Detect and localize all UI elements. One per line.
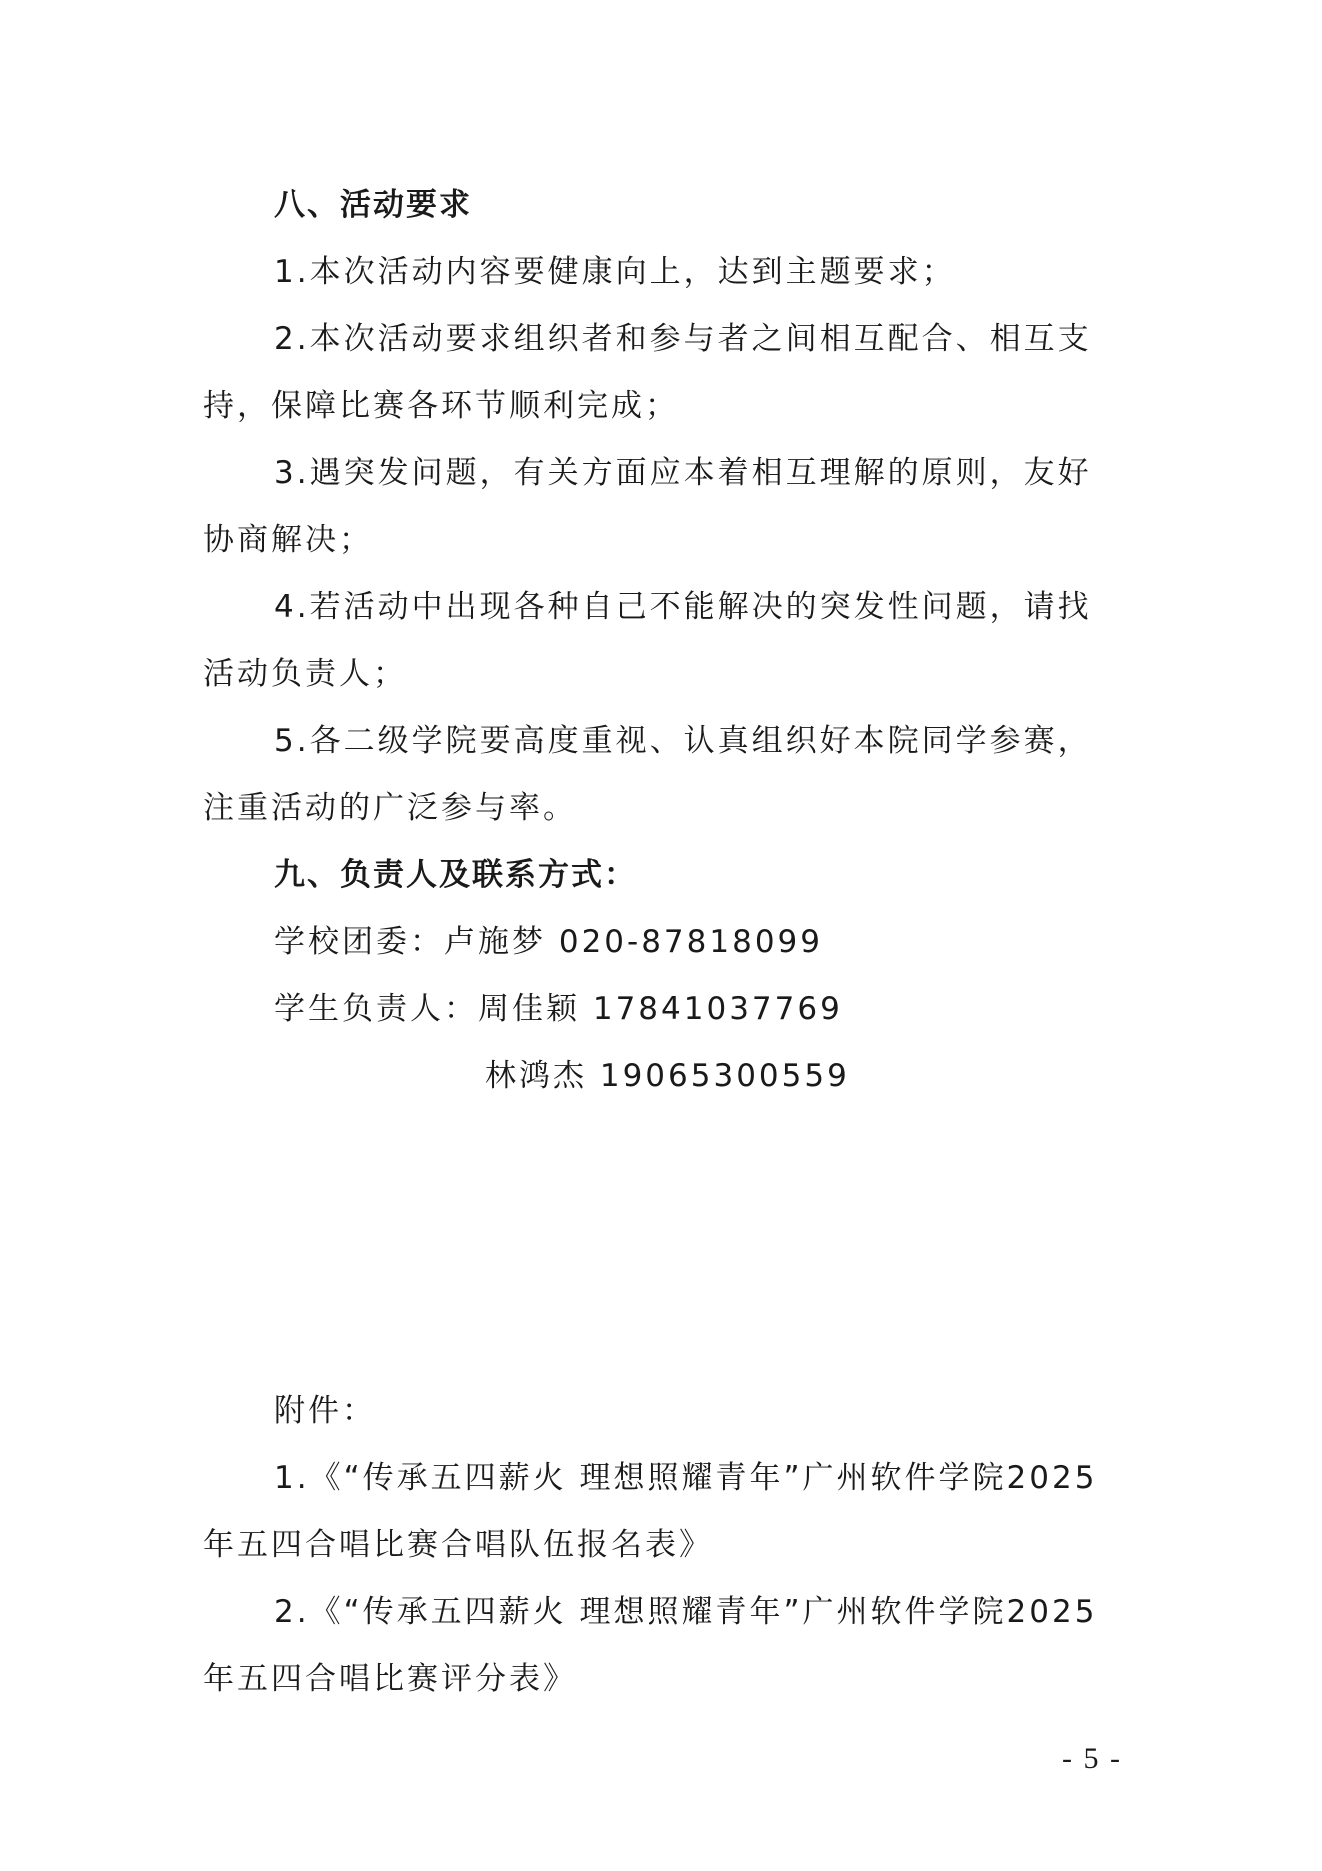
blank-space: [203, 1110, 1108, 1378]
requirement-2-line-2: 持，保障比赛各环节顺利完成；: [203, 388, 679, 424]
page-content: [203, 172, 1108, 1713]
attachment-2-line-1: 2.《“传承五四薪火 理想照耀青年”广州软件学院2025: [274, 1594, 1098, 1630]
requirement-5-line-2: 注重活动的广泛参与率。: [203, 790, 577, 826]
contact-school-committee: 学校团委：卢施梦 020-87818099: [274, 924, 823, 960]
contact-student-lead: 学生负责人：周佳颖 17841037769: [274, 991, 843, 1027]
requirement-4-line-1: 4.若活动中出现各种自己不能解决的突发性问题，请找: [274, 589, 1092, 625]
requirement-1: 1.本次活动内容要健康向上，达到主题要求；: [274, 254, 956, 290]
attachment-2-line-2: 年五四合唱比赛评分表》: [203, 1661, 577, 1697]
section-9-heading: 九、负责人及联系方式：: [274, 857, 637, 893]
section-8-heading: 八、活动要求: [274, 187, 472, 223]
contact-student-lead-2: 林鸿杰 19065300559: [485, 1058, 850, 1094]
attachment-1-line-2: 年五四合唱比赛合唱队伍报名表》: [203, 1527, 713, 1563]
requirement-3-line-1: 3.遇突发问题，有关方面应本着相互理解的原则，友好: [274, 455, 1092, 491]
page-number: - 5 -: [1062, 1742, 1122, 1775]
requirement-2-line-1: 2.本次活动要求组织者和参与者之间相互配合、相互支: [274, 321, 1092, 357]
attachments-label: 附件：: [274, 1393, 376, 1429]
attachment-1-line-1: 1.《“传承五四薪火 理想照耀青年”广州软件学院2025: [274, 1460, 1098, 1496]
requirement-5-line-1: 5.各二级学院要高度重视、认真组织好本院同学参赛，: [274, 723, 1092, 759]
requirement-4-line-2: 活动负责人；: [203, 656, 407, 692]
requirement-3-line-2: 协商解决；: [203, 522, 373, 558]
